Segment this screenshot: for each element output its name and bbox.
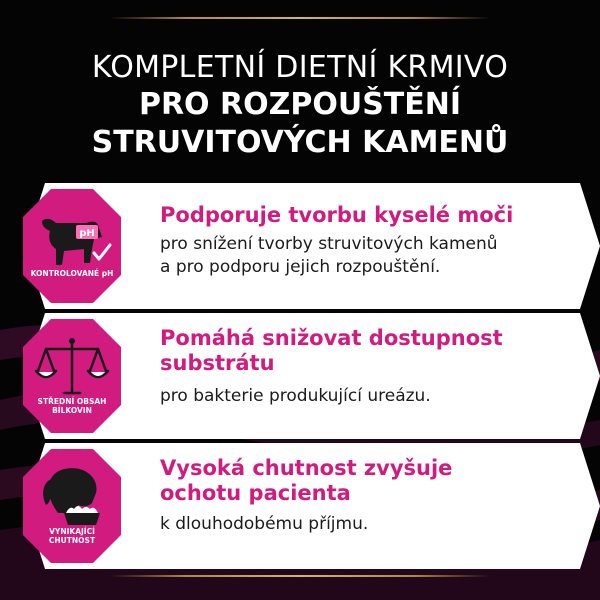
title-line-1: KOMPLETNÍ DIETNÍ KRMIVO — [91, 50, 509, 85]
benefit-card-protein — [0, 313, 600, 439]
benefit-card-acidic-urine — [0, 183, 600, 309]
balance-scale-icon — [22, 317, 122, 435]
icon-label-medium-protein — [22, 397, 122, 415]
ph-tag-text: pH — [79, 228, 95, 239]
icon-label-line-2: CHUTNOST — [48, 536, 96, 545]
benefit-headline — [160, 456, 540, 506]
benefit-headline-line-2: ochotu pacienta — [160, 481, 351, 505]
benefit-card-palatability — [0, 443, 600, 569]
icon-label-line-1: STŘEDNÍ OBSAH — [37, 397, 107, 406]
icon-label-excellent-palatability — [22, 527, 122, 545]
benefit-headline-line-2: substrátu — [160, 351, 275, 375]
benefit-headline-line-1: Pomáhá snižovat dostupnost — [160, 326, 503, 350]
benefit-headline-line-1: Vysoká chutnost zvyšuje — [160, 456, 453, 480]
dog-food-bowl-icon — [22, 447, 122, 565]
bottom-gold-divider — [110, 575, 490, 577]
icon-label-controlled-ph: KONTROLOVANÉ pH — [30, 269, 114, 278]
title-line-3: STRUVITOVÝCH KAMENŮ — [91, 125, 509, 160]
benefit-body: pro bakterie produkující ureázu. — [160, 386, 431, 406]
page-title — [0, 50, 600, 162]
benefit-body-line-1: pro snížení tvorby struvitových kamenů — [160, 234, 498, 254]
dog-ph-check-icon — [22, 187, 122, 305]
benefit-headline — [160, 326, 540, 376]
benefit-body: k dlouhodobému příjmu. — [160, 514, 369, 534]
icon-label-line-2: BÍLKOVIN — [52, 406, 92, 415]
top-gold-divider — [110, 17, 490, 19]
benefit-body-line-2: a pro podporu jejich rozpouštění. — [160, 257, 441, 277]
title-line-2: PRO ROZPOUŠTĚNÍ — [138, 87, 462, 122]
benefit-headline: Podporuje tvorbu kyselé moči — [160, 203, 514, 227]
icon-label-line-1: VYNIKAJÍCÍ — [49, 527, 95, 536]
benefit-body — [160, 233, 540, 279]
